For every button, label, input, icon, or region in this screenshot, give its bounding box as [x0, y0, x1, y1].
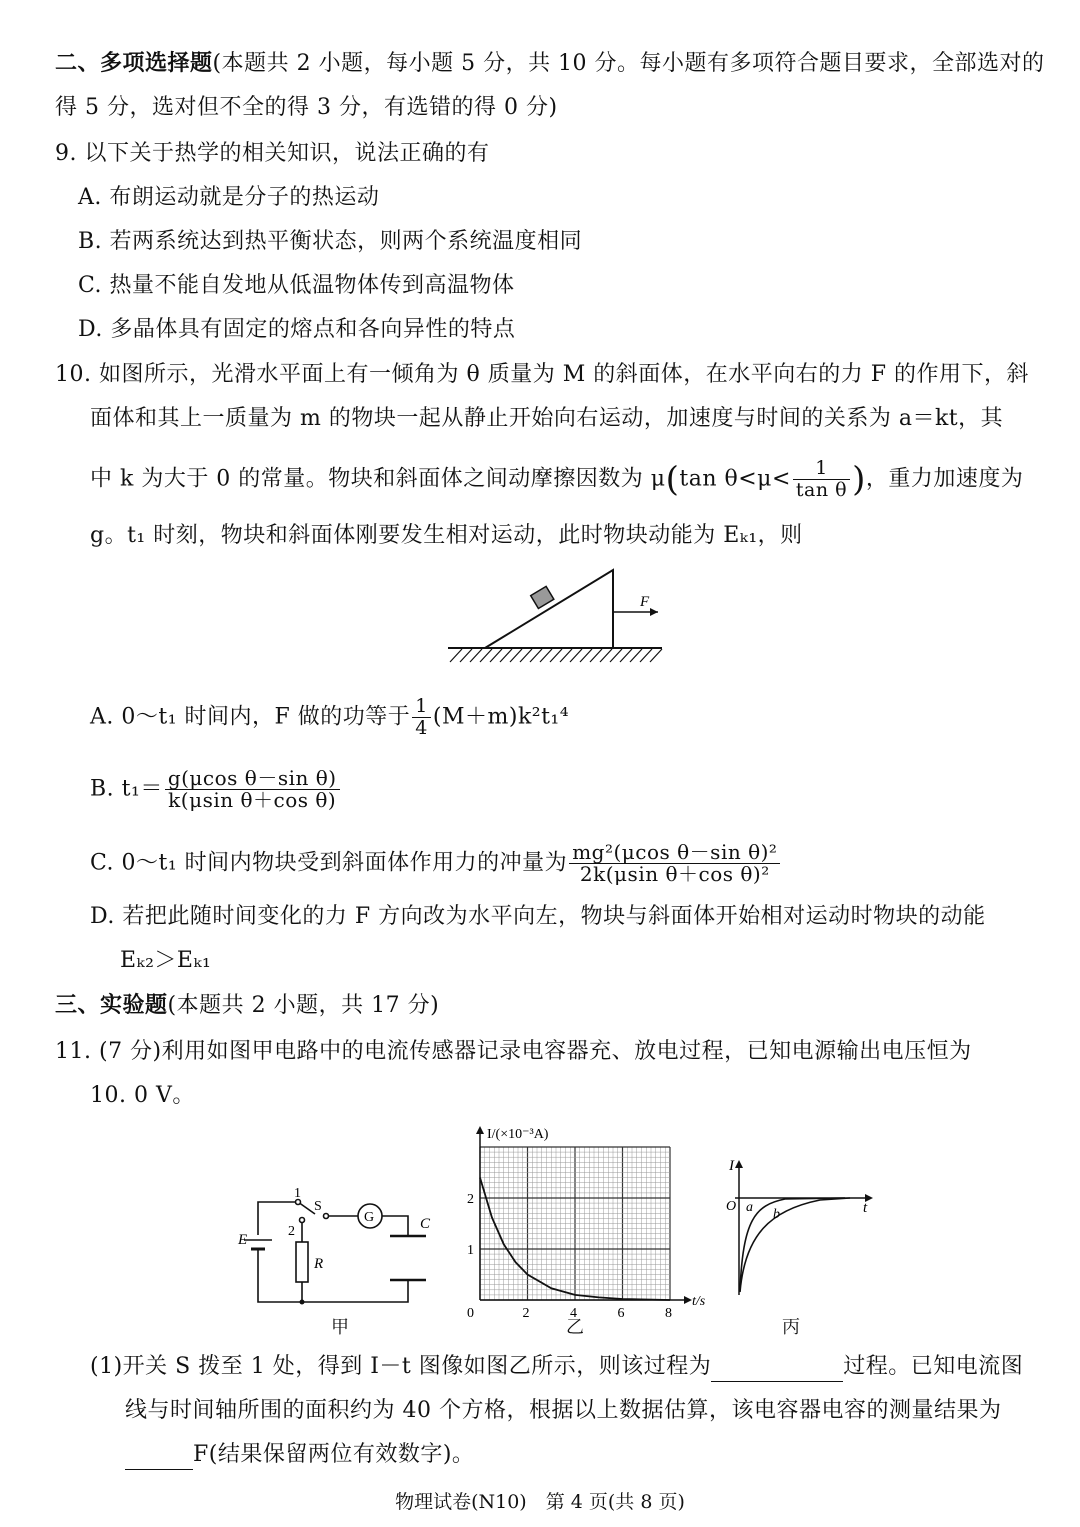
caption-yi: 乙 — [566, 1317, 584, 1338]
caption-bing: 丙 — [782, 1317, 800, 1338]
q11-sub1-text-c: F(结果保留两位有效数字)。 — [193, 1442, 475, 1467]
fraction-numerator: g(μcos θ－sin θ) — [165, 768, 340, 790]
q10-c-text: C. 0～t₁ 时间内物块受到斜面体作用力的冲量为 — [90, 850, 568, 876]
q10-b-text: B. t₁＝ — [90, 776, 163, 802]
fraction-numerator: 1 — [412, 696, 431, 718]
x-tick-label: 0 — [467, 1306, 474, 1321]
q11-sub1-line-3 — [125, 1440, 474, 1470]
fraction-denominator: 2k(μsin θ＋cos θ)² — [579, 862, 770, 886]
circuit-diagram — [230, 1180, 455, 1310]
label-s: S — [314, 1199, 322, 1214]
q10-line-3 — [90, 458, 1023, 501]
section-3-heading — [55, 990, 439, 1021]
ground-hatching — [450, 649, 662, 662]
fraction-denominator: tan θ — [795, 479, 848, 501]
fraction-denominator: 4 — [415, 717, 428, 739]
inverse-tan-fraction — [793, 458, 850, 501]
label-c: C — [420, 1216, 431, 1232]
answer-blank-capacitance[interactable] — [125, 1445, 193, 1470]
y-axis-label: I/(×10⁻³A) — [487, 1127, 549, 1142]
label-pos2: 2 — [288, 1224, 295, 1239]
quarter-fraction — [412, 696, 431, 739]
wedge — [485, 570, 613, 648]
q10-option-b — [90, 768, 342, 811]
right-paren: ) — [852, 459, 866, 500]
q10-line-1: 10. 如图所示，光滑水平面上有一倾角为 θ 质量为 M 的斜面体，在水平向右的力 F 的作用下，斜 — [55, 362, 1029, 387]
fraction-denominator: k(μsin θ＋cos θ) — [168, 788, 337, 812]
label-r: R — [314, 1256, 324, 1272]
curve-b — [740, 1198, 850, 1292]
page-footer: 物理试卷(N10) 第 4 页(共 8 页) — [395, 1491, 685, 1513]
label-e: E — [238, 1232, 248, 1248]
force-label: F — [640, 594, 650, 610]
q11-sub1-line-1 — [90, 1352, 1023, 1382]
section-3-title: 三、实验题 — [55, 992, 168, 1018]
label-g: G — [364, 1210, 375, 1225]
answer-blank-process[interactable] — [711, 1357, 843, 1382]
label-i: I — [729, 1158, 734, 1174]
q10-line-3c: ，重力加速度为 — [865, 466, 1024, 492]
label-pos1: 1 — [294, 1186, 301, 1201]
q10-option-a — [90, 696, 569, 739]
q11-line-1: 11. (7 分)利用如图甲电路中的电流传感器记录电容器充、放电过程，已知电源输出电压恒为 — [55, 1039, 972, 1064]
q9-stem: 9. 以下关于热学的相关知识，说法正确的有 — [55, 141, 490, 166]
y-tick-label: 2 — [467, 1192, 474, 1207]
q11-sub1-line-2: 线与时间轴所围的面积约为 40 个方格，根据以上数据估算，该电容器电容的测量结果为 — [125, 1398, 1002, 1423]
x-axis-label: t/s — [692, 1294, 706, 1309]
sketch-curves-a-b — [725, 1150, 885, 1300]
label-a: a — [746, 1200, 753, 1215]
fraction-numerator: 1 — [793, 458, 850, 480]
q11-line-2: 10. 0 V。 — [90, 1083, 195, 1108]
x-tick-label: 2 — [522, 1306, 530, 1321]
q10-option-d-cont: Eₖ₂＞Eₖ₁ — [120, 948, 212, 973]
q9-option-b: B. 若两系统达到热平衡状态，则两个系统温度相同 — [78, 229, 583, 254]
label-t: t — [863, 1200, 868, 1216]
t1-fraction — [165, 768, 340, 811]
label-o: O — [726, 1199, 737, 1214]
q9-option-c: C. 热量不能自发地从低温物体传到高温物体 — [78, 273, 515, 298]
q10-option-d: D. 若把此随时间变化的力 F 方向改为水平向左，物块与斜面体开始相对运动时物块的动能 — [90, 904, 986, 929]
y-tick-label: 1 — [467, 1243, 474, 1258]
y-axis-arrow — [476, 1126, 484, 1134]
left-paren: ( — [665, 459, 680, 500]
q9-option-d: D. 多晶体具有固定的熔点和各向异性的特点 — [78, 317, 516, 342]
x-tick-label: 4 — [570, 1306, 577, 1321]
section-2-heading — [55, 48, 1045, 79]
q10-line-3a: 中 k 为大于 0 的常量。物块和斜面体之间动摩擦因数为 μ — [90, 466, 666, 492]
q10-a-text: A. 0～t₁ 时间内，F 做的功等于 — [90, 704, 411, 730]
x-axis-arrow — [684, 1296, 692, 1304]
q11-sub1-text-b: 过程。已知电流图 — [843, 1354, 1024, 1379]
caption-jia: 甲 — [331, 1317, 349, 1338]
q11-sub1-text-a: (1)开关 S 拨至 1 处，得到 I－t 图像如图乙所示，则该过程为 — [90, 1354, 712, 1379]
x-tick-label: 6 — [617, 1306, 625, 1321]
incline-figure — [440, 560, 670, 670]
section-2-title: 二、多项选择题 — [55, 50, 213, 76]
q10-mu-range: tan θ<μ< — [679, 466, 791, 492]
section-3-desc: (本题共 2 小题，共 17 分) — [167, 993, 440, 1018]
current-time-chart — [455, 1122, 725, 1322]
section-2-desc: (本题共 2 小题，每小题 5 分，共 10 分。每小题有多项符合题目要求，全部选对的 — [212, 51, 1045, 76]
section-2-desc-cont: 得 5 分，选对但不全的得 3 分，有选错的得 0 分) — [55, 95, 558, 120]
q10-option-c — [90, 842, 782, 885]
q10-line-4: g。t₁ 时刻，物块和斜面体刚要发生相对运动，此时物块动能为 Eₖ₁，则 — [90, 523, 803, 548]
fraction-numerator: mg²(μcos θ－sin θ)² — [569, 842, 780, 864]
curve-a — [740, 1198, 845, 1290]
q9-option-a: A. 布朗运动就是分子的热运动 — [78, 185, 380, 210]
impulse-fraction — [569, 842, 780, 885]
block — [531, 586, 554, 608]
label-b: b — [773, 1207, 780, 1222]
x-tick-label: 8 — [665, 1306, 672, 1321]
q10-line-2: 面体和其上一质量为 m 的物块一起从静止开始向右运动，加速度与时间的关系为 a＝kt，其 — [90, 406, 1004, 431]
q10-a-expression: (M＋m)k²t₁⁴ — [432, 704, 570, 730]
